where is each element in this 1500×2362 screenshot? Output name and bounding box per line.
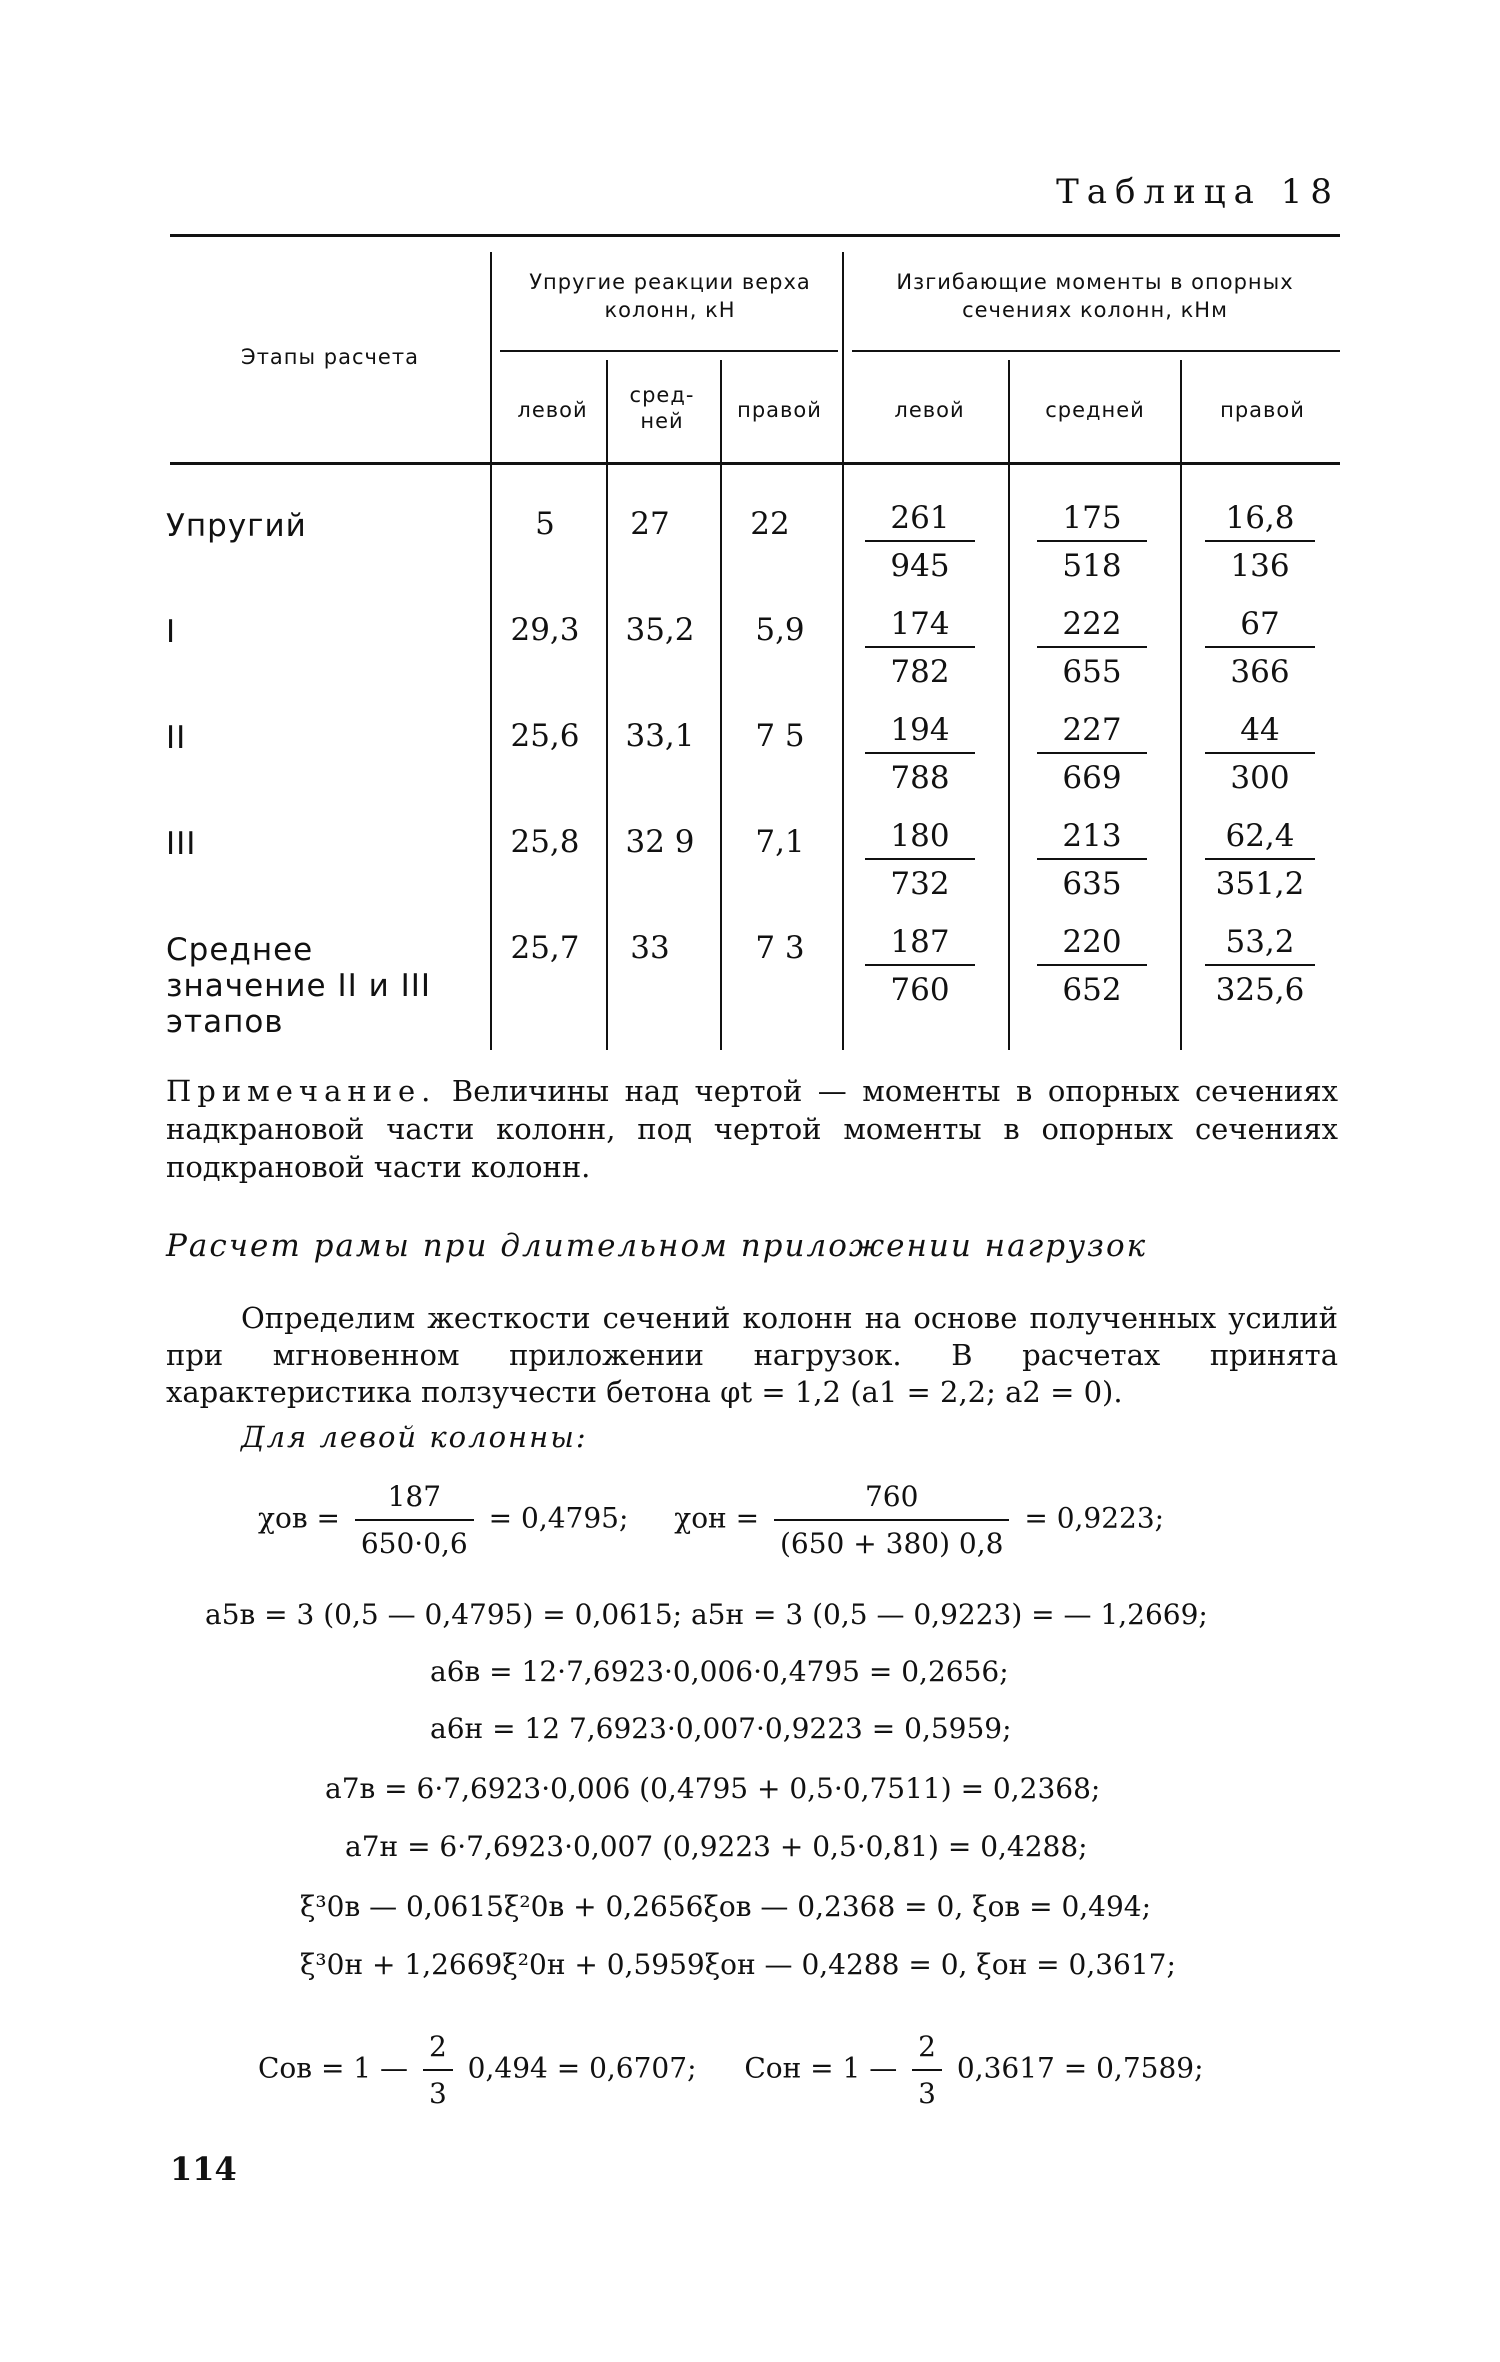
moment-fraction: $\frac{175}{518}$ xyxy=(1037,500,1147,584)
moment-fraction: $\frac{174}{782}$ xyxy=(865,606,975,690)
moment-fraction: $\frac{261}{945}$ xyxy=(865,500,975,584)
equation-c xyxy=(258,2030,1204,2110)
table-cell: 33 xyxy=(630,930,670,966)
row-label: Упругий xyxy=(166,508,307,544)
chi-ov-lhs: χов = xyxy=(258,1501,340,1535)
moment-fraction: $\frac{222}{655}$ xyxy=(1037,606,1147,690)
row-label: I xyxy=(166,614,177,650)
col-divider-3 xyxy=(720,360,722,1050)
c-ov-lhs: Cов = 1 — xyxy=(258,2051,409,2085)
chi-on-fraction: $\frac{760}{(650 + 380) 0,8}$ xyxy=(774,1480,1009,1560)
table-cell: 25,8 xyxy=(510,824,580,860)
c-ov-fraction: $\frac{2}{3}$ xyxy=(423,2030,453,2110)
c-on-fraction: $\frac{2}{3}$ xyxy=(912,2030,942,2110)
table-cell: 22 xyxy=(750,506,790,542)
table-cell: 5 xyxy=(535,506,555,542)
table-cell: 29,3 xyxy=(510,612,580,648)
col-divider-2 xyxy=(606,360,608,1050)
moment-fraction: $\frac{187}{760}$ xyxy=(865,924,975,1008)
table-cell: 5,9 xyxy=(755,612,805,648)
equation-a6v: a6в = 12·7,6923·0,006·0,4795 = 0,2656; xyxy=(430,1655,1009,1688)
body-paragraph: Определим жесткости сечений колонн на основе полученных усилий при мгновенном приложении нагрузок. В расчетах принята характеристика ползучести бетона φt = 1,2 (a1 = 2,2; a2 = 0). xyxy=(166,1301,1338,1409)
c-ov-result: 0,494 = 0,6707; xyxy=(467,2051,697,2085)
page-number: 114 xyxy=(170,2150,237,2188)
moment-fraction: $\frac{16,8}{136}$ xyxy=(1205,500,1315,584)
chi-ov-result: = 0,4795; xyxy=(488,1501,629,1535)
table-cell: 33,1 xyxy=(625,718,695,754)
equation-a7n: a7н = 6·7,6923·0,007 (0,9223 + 0,5·0,81) = 0,4288; xyxy=(345,1830,1088,1863)
equation-a6n: a6н = 12 7,6923·0,007·0,9223 = 0,5959; xyxy=(430,1712,1012,1745)
table-note xyxy=(166,1072,1338,1186)
header-moment-right: правой xyxy=(1220,398,1305,422)
moment-fraction: $\frac{194}{788}$ xyxy=(865,712,975,796)
header-subrule-reactions xyxy=(500,350,838,352)
row-label: III xyxy=(166,826,197,862)
table-cell: 7 3 xyxy=(755,930,805,966)
table-top-rule xyxy=(170,234,1340,237)
moment-fraction: $\frac{213}{635}$ xyxy=(1037,818,1147,902)
note-lead: Примечание. xyxy=(166,1074,437,1108)
header-moment-left: левой xyxy=(894,398,965,422)
col-divider-1 xyxy=(490,252,492,1050)
header-moments: Изгибающие моменты в опорных сечениях колонн, кНм xyxy=(896,270,1294,322)
table-caption: Таблица 18 xyxy=(1056,172,1340,212)
moment-fraction: $\frac{227}{669}$ xyxy=(1037,712,1147,796)
header-reaction-left: левой xyxy=(517,398,588,422)
chi-on-lhs: χон = xyxy=(674,1501,760,1535)
note-text: Величины над чертой — моменты в опорных сечениях надкрановой части колонн, под чертой моменты в опорных сечениях подкрановой части колонн. xyxy=(166,1074,1338,1184)
col-divider-5 xyxy=(1008,360,1010,1050)
col-divider-4 xyxy=(842,252,844,1050)
table-cell: 35,2 xyxy=(625,612,695,648)
equation-xi-v: ξ³0в — 0,0615ξ²0в + 0,2656ξов — 0,2368 = 0, ξов = 0,494; xyxy=(300,1890,1152,1923)
table-cell: 27 xyxy=(630,506,670,542)
col-divider-6 xyxy=(1180,360,1182,1050)
header-subrule-moments xyxy=(852,350,1340,352)
chi-ov-fraction: $\frac{187}{650\cdot 0,6}$ xyxy=(355,1480,474,1560)
header-stage: Этапы расчета xyxy=(241,345,419,369)
equation-chi xyxy=(258,1480,1164,1560)
chi-on-result: = 0,9223; xyxy=(1024,1501,1165,1535)
table-cell: 25,7 xyxy=(510,930,580,966)
moment-fraction: $\frac{44}{300}$ xyxy=(1205,712,1315,796)
moment-fraction: $\frac{62,4}{351,2}$ xyxy=(1205,818,1315,902)
row-label: Среднее значение II и III этапов xyxy=(166,932,432,1040)
table-cell: 7,1 xyxy=(755,824,805,860)
moment-fraction: $\frac{180}{732}$ xyxy=(865,818,975,902)
moment-fraction: $\frac{220}{652}$ xyxy=(1037,924,1147,1008)
header-reaction-middle: сред-ней xyxy=(629,383,695,433)
equation-a7v: a7в = 6·7,6923·0,006 (0,4795 + 0,5·0,7511) = 0,2368; xyxy=(325,1772,1101,1805)
row-label: II xyxy=(166,720,187,756)
c-on-lhs: Cон = 1 — xyxy=(744,2051,898,2085)
body-paragraph-left-column: Для левой колонны: xyxy=(241,1420,588,1454)
header-moment-middle: средней xyxy=(1045,398,1145,422)
equation-a5: a5в = 3 (0,5 — 0,4795) = 0,0615; a5н = 3 (0,5 — 0,9223) = — 1,2669; xyxy=(205,1598,1208,1631)
c-on-result: 0,3617 = 0,7589; xyxy=(956,2051,1204,2085)
table-cell: 25,6 xyxy=(510,718,580,754)
table-cell: 32 9 xyxy=(625,824,695,860)
moment-fraction: $\frac{67}{366}$ xyxy=(1205,606,1315,690)
table-header-rule xyxy=(170,462,1340,465)
header-reaction-right: правой xyxy=(737,398,822,422)
equation-xi-n: ξ³0н + 1,2669ξ²0н + 0,5959ξон — 0,4288 = 0, ξон = 0,3617; xyxy=(300,1948,1176,1981)
table-cell: 7 5 xyxy=(755,718,805,754)
moment-fraction: $\frac{53,2}{325,6}$ xyxy=(1205,924,1315,1008)
header-reactions: Упругие реакции верха колонн, кН xyxy=(529,270,811,322)
section-title: Расчет рамы при длительном приложении нагрузок xyxy=(166,1228,1148,1264)
